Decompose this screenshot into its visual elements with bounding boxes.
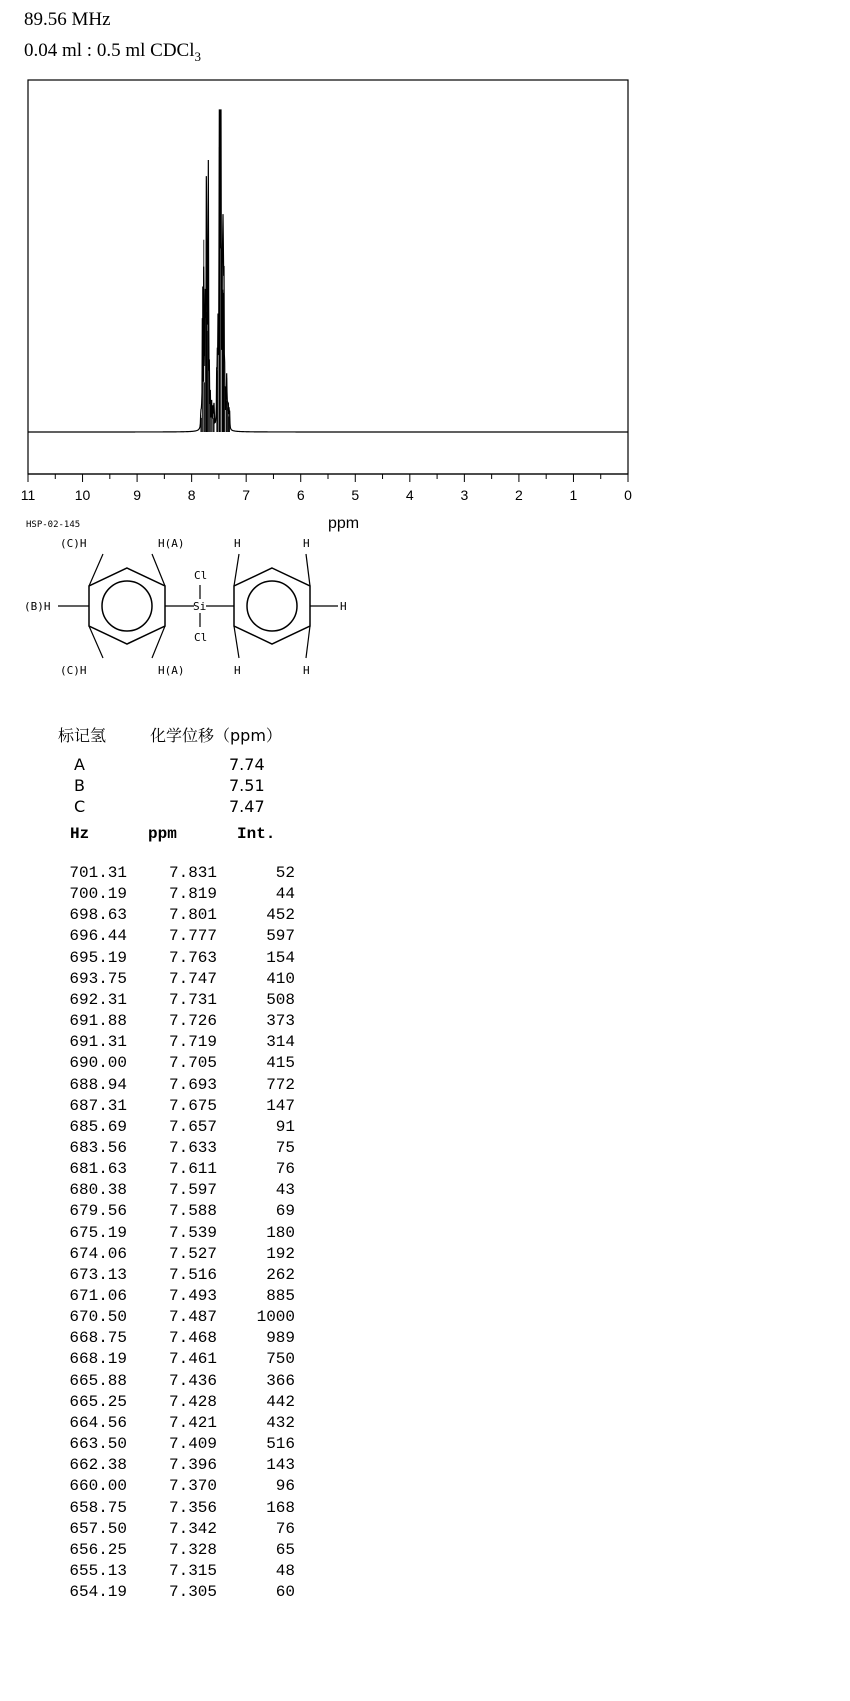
peak-hz: 675.19 (69, 1223, 127, 1242)
x-tick-label: 9 (133, 487, 141, 503)
peak-intensity: 76 (275, 1519, 295, 1538)
peak-hz: 683.56 (69, 1138, 127, 1157)
peak-hz: 695.19 (69, 948, 127, 967)
peak-ppm: 7.747 (168, 969, 217, 988)
peak-ppm: 7.305 (168, 1583, 217, 1602)
table-row (0, 1477, 320, 1497)
x-tick-label: 0 (624, 487, 632, 503)
peak-intensity: 432 (266, 1413, 295, 1432)
table-row (0, 1329, 320, 1349)
table-row (0, 1583, 320, 1603)
peak-ppm: 7.597 (168, 1181, 217, 1200)
peak-ppm: 7.468 (168, 1329, 217, 1348)
peak-intensity: 989 (266, 1329, 295, 1348)
spectrometer-frequency: 89.56 MHz (24, 9, 111, 30)
peak-ppm: 7.370 (168, 1477, 217, 1496)
peak-intensity: 314 (266, 1033, 295, 1052)
peak-intensity: 192 (266, 1244, 295, 1263)
table-row (0, 1181, 320, 1201)
peak-intensity: 75 (275, 1138, 295, 1157)
plot-frame (28, 80, 628, 474)
peak-ppm: 7.409 (168, 1435, 217, 1454)
peak-ppm: 7.633 (168, 1138, 217, 1157)
table-row (0, 927, 320, 947)
x-tick-label: 2 (515, 487, 523, 503)
table-row (0, 1139, 320, 1159)
peak-intensity: 366 (266, 1371, 295, 1390)
peak-intensity: 516 (266, 1435, 295, 1454)
x-tick-label: 10 (74, 487, 91, 503)
peak-ppm: 7.777 (168, 927, 217, 946)
peak-intensity: 452 (266, 906, 295, 925)
table-row (0, 1118, 320, 1138)
table-row (0, 1520, 320, 1540)
table-row (0, 885, 320, 905)
table-row (0, 1499, 320, 1519)
peak-ppm: 7.527 (168, 1244, 217, 1263)
peak-ppm: 7.831 (168, 864, 217, 882)
peak-hz: 663.50 (69, 1435, 127, 1454)
peak-ppm: 7.493 (168, 1287, 217, 1305)
x-tick-label: 7 (242, 487, 251, 503)
peak-hz: 674.06 (69, 1244, 127, 1263)
peak-ppm: 7.726 (168, 1012, 217, 1031)
peak-ppm: 7.588 (168, 1202, 217, 1221)
table-row (0, 1054, 320, 1074)
peak-hz: 668.19 (69, 1350, 127, 1369)
peak-hz: 681.63 (69, 1160, 127, 1179)
table-row (0, 1012, 320, 1032)
peak-hz: 679.56 (69, 1202, 127, 1221)
peak-intensity: 508 (266, 990, 295, 1009)
peak-hz: 691.31 (69, 1033, 127, 1052)
assignment-label: A (74, 755, 85, 774)
peak-hz: 685.69 (69, 1117, 127, 1136)
table-row (0, 1456, 320, 1476)
table-row (0, 906, 320, 926)
label-bh: (B)H (24, 600, 51, 613)
x-tick-label: 3 (460, 487, 469, 503)
peak-table-header-hz: Hz (70, 825, 90, 843)
peak-hz: 701.31 (69, 864, 127, 882)
peak-ppm: 7.436 (168, 1371, 217, 1390)
peak-intensity: 1000 (256, 1308, 295, 1327)
table-row (0, 1033, 320, 1053)
peak-intensity: 772 (266, 1075, 295, 1094)
label-ch-top: (C)H (60, 537, 87, 550)
peak-hz: 658.75 (69, 1498, 127, 1517)
peak-intensity: 154 (266, 948, 295, 967)
peak-hz: 691.88 (69, 1012, 127, 1031)
peak-intensity: 147 (266, 1096, 295, 1115)
table-row (0, 1393, 320, 1413)
table-row (0, 991, 320, 1011)
peak-hz: 657.50 (69, 1519, 127, 1538)
peak-intensity: 442 (266, 1392, 295, 1411)
peak-hz: 654.19 (69, 1583, 127, 1602)
peak-hz: 690.00 (69, 1054, 127, 1073)
peak-hz: 698.63 (69, 906, 127, 925)
peak-hz: 687.31 (69, 1096, 127, 1115)
assignment-label: C (74, 797, 86, 816)
table-row (0, 970, 320, 990)
peak-ppm: 7.539 (168, 1223, 217, 1242)
peak-ppm: 7.328 (168, 1540, 217, 1559)
peak-ppm: 7.801 (168, 906, 217, 925)
peak-hz: 660.00 (69, 1477, 127, 1496)
peak-intensity: 96 (275, 1477, 295, 1496)
peak-hz: 655.13 (69, 1561, 127, 1580)
peak-intensity: 76 (275, 1160, 295, 1179)
peak-intensity: 44 (275, 885, 295, 904)
label-h-right-3: H (340, 600, 347, 613)
aromatic-circle-left (102, 581, 152, 631)
table-row (0, 1097, 320, 1117)
table-row (0, 1372, 320, 1392)
peak-intensity: 43 (275, 1181, 295, 1200)
peak-ppm: 7.611 (168, 1160, 217, 1179)
peak-hz: 700.19 (69, 885, 127, 904)
assignment-header-shift: 化学位移（ppm） (150, 726, 282, 745)
peak-intensity: 373 (266, 1012, 295, 1031)
table-row (0, 864, 320, 884)
peak-intensity: 262 (266, 1265, 295, 1284)
peak-intensity: 415 (266, 1054, 295, 1073)
table-row (0, 1541, 320, 1561)
label-ch-bottom: (C)H (60, 664, 87, 677)
peak-hz: 673.13 (69, 1265, 127, 1284)
peak-intensity: 410 (266, 969, 295, 988)
x-tick-label: 1 (569, 487, 578, 503)
peak-intensity: 60 (275, 1583, 295, 1602)
benzene-ring-left (89, 568, 165, 644)
peak-table-header-ppm: ppm (148, 825, 177, 843)
label-ha-top: H(A) (158, 537, 185, 550)
peak-ppm: 7.461 (168, 1350, 217, 1369)
label-h-right-2: H (303, 537, 310, 550)
x-axis-label: ppm (328, 515, 360, 532)
table-row (0, 1202, 320, 1222)
table-row (0, 1308, 320, 1328)
label-h-right-5: H (303, 664, 310, 677)
peak-ppm: 7.342 (168, 1519, 217, 1538)
peak-ppm: 7.819 (168, 885, 217, 904)
peak-intensity: 48 (275, 1561, 295, 1580)
peak-ppm: 7.487 (168, 1308, 217, 1327)
benzene-ring-right (234, 568, 310, 644)
peak-hz: 665.88 (69, 1371, 127, 1390)
peak-ppm: 7.763 (168, 948, 217, 967)
peak-ppm: 7.516 (168, 1265, 217, 1284)
label-cl-bottom: Cl (194, 631, 208, 644)
assignment-shift: 7.47 (229, 797, 265, 816)
assignment-label: B (74, 776, 85, 795)
label-cl-top: Cl (194, 569, 208, 582)
label-h-right-4: H (234, 664, 241, 677)
table-row (0, 1160, 320, 1180)
table-row (0, 949, 320, 969)
nmr-spectrum-chart (0, 0, 850, 540)
structure-code: HSP-02-145 (26, 520, 81, 530)
spectrum-trace (28, 110, 628, 432)
label-ha-bottom: H(A) (158, 664, 185, 677)
peak-hz: 696.44 (69, 927, 127, 946)
table-row (0, 1435, 320, 1455)
x-tick-label: 11 (20, 487, 36, 503)
peak-ppm: 7.719 (168, 1033, 217, 1052)
x-tick-label: 4 (405, 487, 414, 503)
peak-ppm: 7.428 (168, 1392, 217, 1411)
peak-intensity: 750 (266, 1350, 295, 1369)
table-row (0, 1287, 320, 1307)
assignment-shift: 7.74 (229, 755, 265, 774)
peak-table-header-int: Int. (237, 825, 276, 843)
assignment-shift: 7.51 (229, 776, 265, 795)
table-row (0, 1562, 320, 1582)
peak-hz: 664.56 (69, 1413, 127, 1432)
peak-intensity: 168 (266, 1498, 295, 1517)
table-row (0, 1245, 320, 1265)
peak-hz: 688.94 (69, 1075, 127, 1094)
peak-intensity: 143 (266, 1456, 295, 1475)
label-si: Si (193, 600, 207, 613)
molecule-structure (0, 505, 400, 685)
table-row (0, 1266, 320, 1286)
peak-ppm: 7.693 (168, 1075, 217, 1094)
peak-ppm: 7.396 (168, 1456, 217, 1475)
peak-ppm: 7.731 (168, 990, 217, 1009)
peak-ppm: 7.421 (168, 1413, 217, 1432)
table-row (0, 1224, 320, 1244)
peak-intensity: 180 (266, 1223, 295, 1242)
peak-hz: 656.25 (69, 1540, 127, 1559)
peak-hz: 671.06 (69, 1287, 127, 1305)
x-tick-label: 5 (351, 487, 360, 503)
solvent-subscript: 3 (194, 48, 201, 64)
peak-ppm: 7.657 (168, 1117, 217, 1136)
x-tick-label: 6 (296, 487, 305, 503)
peak-hz: 665.25 (69, 1392, 127, 1411)
table-row (0, 1414, 320, 1434)
peak-intensity: 885 (266, 1287, 295, 1305)
peak-ppm: 7.356 (168, 1498, 217, 1517)
peak-intensity: 65 (275, 1540, 295, 1559)
x-axis (21, 474, 632, 503)
peak-intensity: 91 (275, 1117, 295, 1136)
peak-intensity: 52 (275, 864, 295, 882)
table-row (0, 1076, 320, 1096)
peak-ppm: 7.675 (168, 1096, 217, 1115)
peak-ppm: 7.315 (168, 1561, 217, 1580)
peak-intensity: 597 (266, 927, 295, 946)
table-row (0, 1350, 320, 1370)
peak-hz: 680.38 (69, 1181, 127, 1200)
peak-ppm: 7.705 (168, 1054, 217, 1073)
peak-hz: 662.38 (69, 1456, 127, 1475)
peak-hz: 692.31 (69, 990, 127, 1009)
aromatic-circle-right (247, 581, 297, 631)
assignment-header-label: 标记氢 (58, 726, 107, 745)
label-h-right-1: H (234, 537, 241, 550)
x-tick-label: 8 (187, 487, 196, 503)
peak-intensity: 69 (275, 1202, 295, 1221)
peak-hz: 670.50 (69, 1308, 127, 1327)
solvent-text: 0.04 ml : 0.5 ml CDCl (24, 40, 195, 61)
peak-hz: 693.75 (69, 969, 127, 988)
peak-hz: 668.75 (69, 1329, 127, 1348)
